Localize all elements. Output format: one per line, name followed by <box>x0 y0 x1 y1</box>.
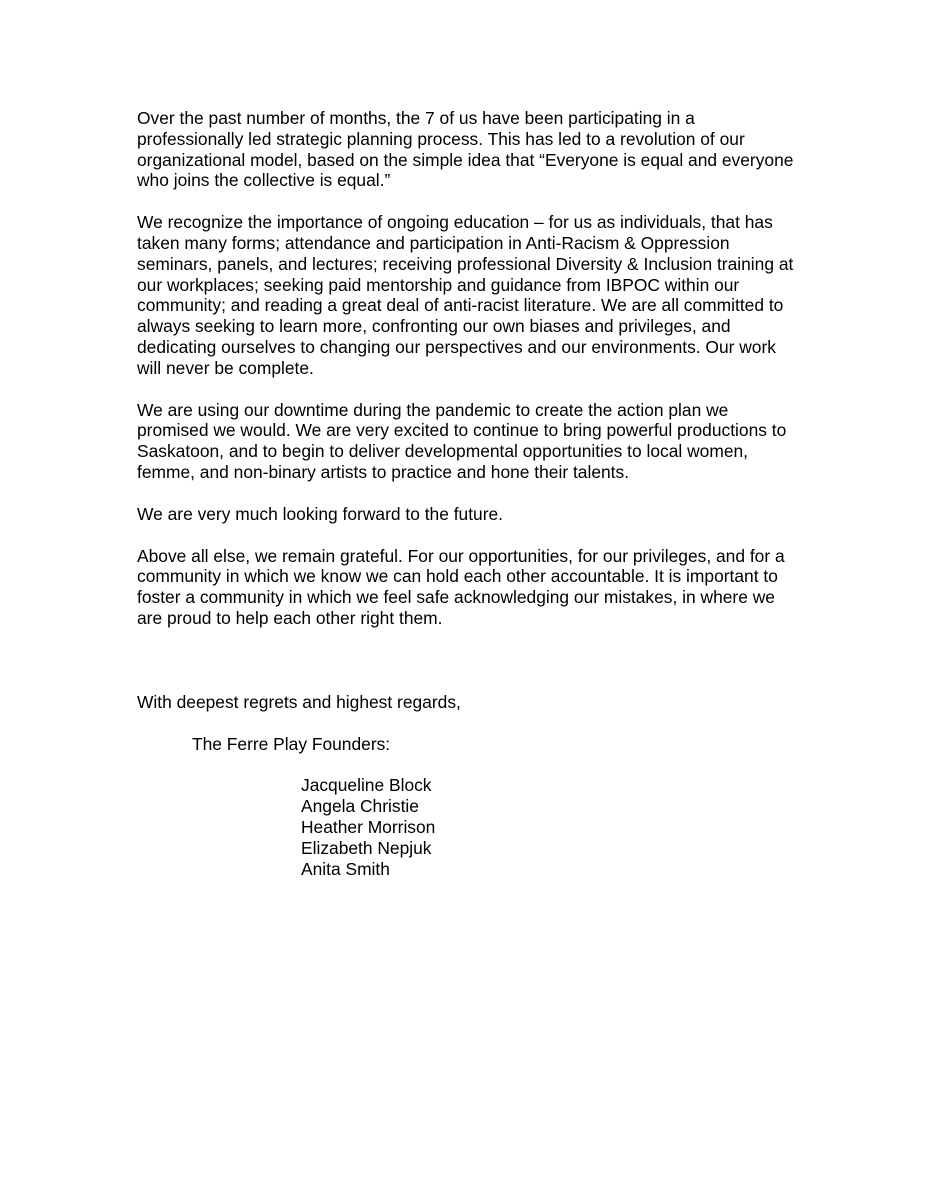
signatory-names <box>301 775 797 879</box>
letter-body <box>137 108 797 879</box>
paragraph-future: We are very much looking forward to the future. <box>137 503 504 524</box>
signatory-name: Jacqueline Block <box>301 775 432 796</box>
spacer <box>137 650 797 692</box>
signatory-name: Elizabeth Nepjuk <box>301 837 432 858</box>
paragraph-planning: Over the past number of months, the 7 of us have been participating in a professionally led strategic planning process. This has led to a revolution of our organizational model, based on the simple idea that “Everyone is equal and everyone who joins the collective is equal.” <box>137 108 794 191</box>
paragraph-education: We recognize the importance of ongoing education – for us as individuals, that has taken many forms; attendance and participation in Anti-Racism & Oppression seminars, panels, and lectures; receiving professional Diversity & Inclusion training at our workplaces; seeking paid mentorship and guidance from IBPOC within our community; and reading a great deal of anti-racist literature. We are all committed to always seeking to learn more, confronting our own biases and privileges, and dedicating ourselves to changing our perspectives and our environments. Our work will never be complete. <box>137 212 794 378</box>
signatory-group: The Ferre Play Founders: <box>192 733 391 754</box>
paragraph-gratitude: Above all else, we remain grateful. For our opportunities, for our privileges, and for a community in which we know we can hold each other accountable. It is important to foster a community in which we feel safe acknowledging our mistakes, in where we are proud to help each other right them. <box>137 545 785 628</box>
paragraph-action-plan: We are using our downtime during the pandemic to create the action plan we promised we would. We are very excited to continue to bring powerful productions to Saskatoon, and to begin to deliver developmental opportunities to local women, femme, and non-binary artists to practice and hone their talents. <box>137 399 787 482</box>
signatory-name: Angela Christie <box>301 796 419 817</box>
signatory-name: Heather Morrison <box>301 816 436 837</box>
signatory-name: Anita Smith <box>301 858 390 879</box>
closing-line: With deepest regrets and highest regards, <box>137 691 461 712</box>
